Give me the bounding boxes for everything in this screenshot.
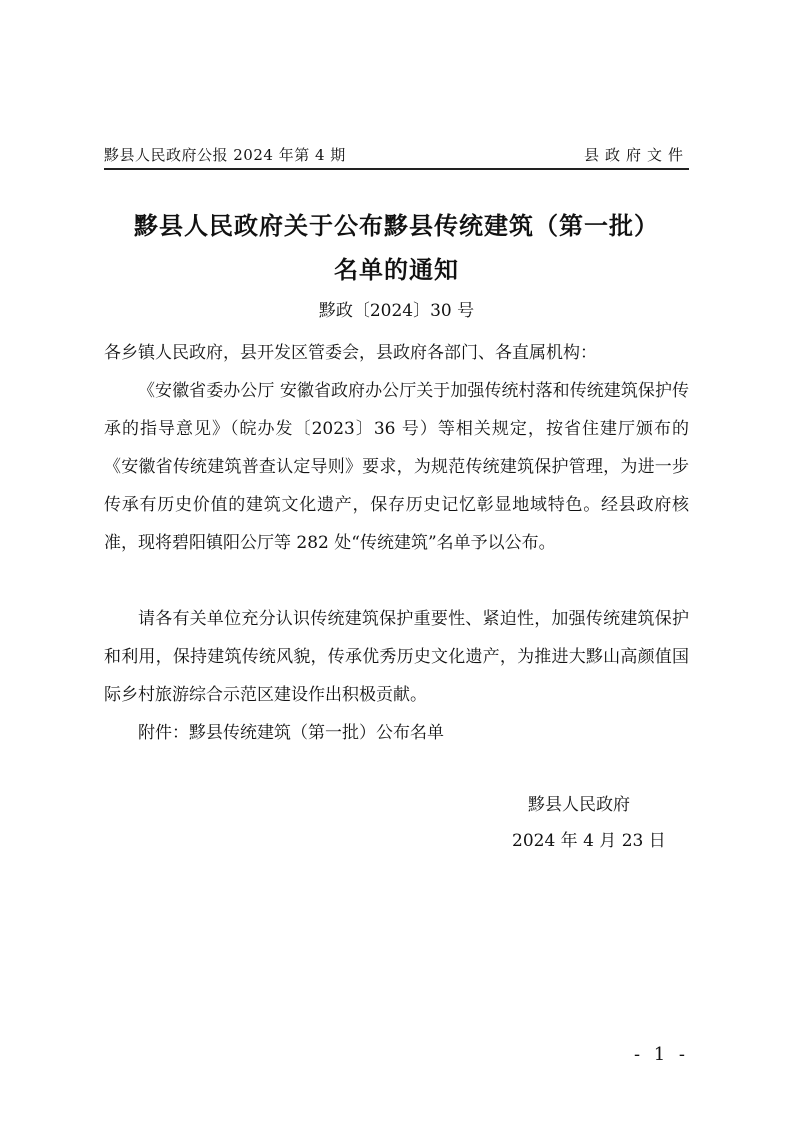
attachment-line: 附件：黟县传统建筑（第一批）公布名单 [138, 723, 444, 743]
document-title-line-2: 名单的通知 [334, 256, 459, 284]
document-category-label: 县政府文件 [583, 146, 689, 164]
header-divider [104, 168, 689, 170]
gazette-issue-label: 黟县人民政府公报 2024 年第 4 期 [104, 146, 346, 164]
document-number: 黟政〔2024〕30 号 [318, 301, 475, 321]
body-paragraph-2: 请各有关单位充分认识传统建筑保护重要性、紧迫性，加强传统建筑保护和利用，保持建筑传统风貌，传承优秀历史文化遗产，为推进大黟山高颜值国际乡村旅游综合示范区建设作出积极贡献。 [104, 609, 689, 705]
signature-organization: 黟县人民政府 [528, 795, 630, 815]
page-number: - 1 - [633, 1044, 689, 1065]
signature-date: 2024 年 4 月 23 日 [512, 831, 666, 851]
body-paragraph-1: 《安徽省委办公厅 安徽省政府办公厅关于加强传统村落和传统建筑保护传承的指导意见》（皖办发〔2023〕36 号）等相关规定，按省住建厅颁布的《安徽省传统建筑普查认定导则》要求，为规范传统建筑保护管理，为进一步传承有历史价值的建筑文化遗产，保存历史记忆彰显地域特色。经县政府核准，现将碧阳镇阳公厅等 282 处“传统建筑”名单予以公布。 [104, 381, 689, 553]
recipients-line: 各乡镇人民政府，县开发区管委会，县政府各部门、各直属机构： [104, 343, 597, 363]
document-title-line-1: 黟县人民政府关于公布黟县传统建筑（第一批） [134, 212, 659, 240]
